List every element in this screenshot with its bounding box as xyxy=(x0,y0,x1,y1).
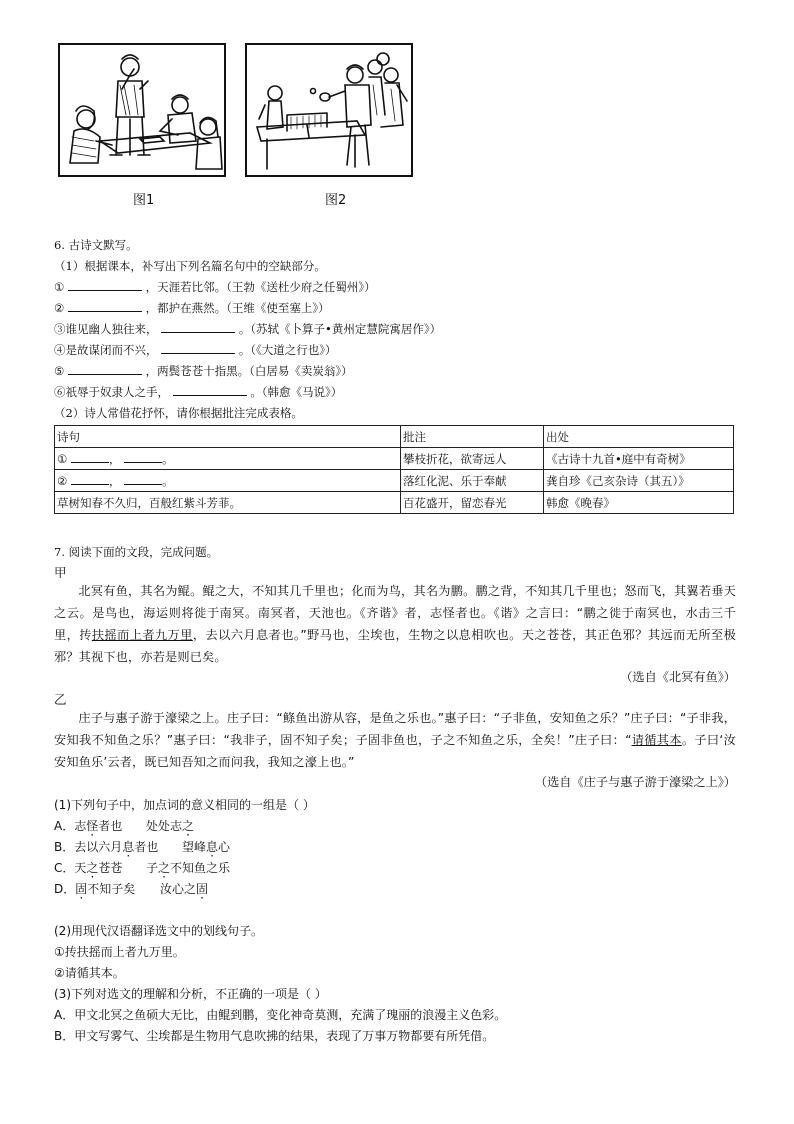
q7-sub3-title: (3)下列对选文的理解和分析，不正确的一项是（ ） xyxy=(54,987,327,1001)
source-cell: 《古诗十九首•庭中有奇树》 xyxy=(544,448,734,470)
passage-yi-source: （选自《庄子与惠子游于濠梁之上》） xyxy=(534,775,736,789)
table-tennis-illustration xyxy=(247,45,411,175)
item-suffix: ，两鬓苍苍十指黑。（白居易《卖炭翁》） xyxy=(145,364,353,378)
q7-title: 7. 阅读下面的文段，完成问题。 xyxy=(54,545,219,559)
table-row xyxy=(55,448,734,470)
answer-blank[interactable] xyxy=(124,451,162,463)
q7-sub1-option-d[interactable]: D．固不知子矣 汝心之固 xyxy=(54,882,209,896)
passage-yi: 庄子与惠子游于濠梁之上。庄子曰：“鲦鱼出游从容，是鱼之乐也。”惠子曰：“子非鱼，安知鱼之乐？”庄子曰：“子非我，安知我不知鱼之乐？”惠子曰：“我非子，固不知子矣；子固非鱼也，子之不知鱼之乐，全矣！”庄子曰：“请循其本。子曰‘汝安知鱼乐’云者，既已知吾知之而问我，我知之濠上也。” xyxy=(54,711,736,769)
q6-item-3 xyxy=(54,321,441,337)
figure-1-caption: 图1 xyxy=(133,193,155,208)
q7-sub2-item-2: ②请循其本。 xyxy=(54,966,125,980)
poem-table xyxy=(54,425,734,514)
item-suffix: ，天涯若比邻。（王勃《送杜少府之任蜀州》） xyxy=(145,280,376,294)
poem-cell: ② ， 。 xyxy=(55,470,401,492)
header-cell: 诗句 xyxy=(55,426,401,448)
item-prefix: ② xyxy=(54,301,65,315)
q7-sub1-option-a[interactable]: A．志怪者也 处处志之 xyxy=(54,819,195,833)
underlined-sentence-1: 扶摇而上者九万里 xyxy=(91,628,193,642)
source-cell: 龚自珍《己亥杂诗（其五）》 xyxy=(544,470,734,492)
passage-jia-source: （选自《北冥有鱼》） xyxy=(620,670,736,684)
q6-part2-title: （2）诗人常借花抒怀，请你根据批注完成表格。 xyxy=(54,406,303,420)
answer-blank[interactable] xyxy=(68,300,142,312)
answer-blank[interactable] xyxy=(173,384,247,396)
poem-cell: ① ， 。 xyxy=(55,448,401,470)
q6-item-4 xyxy=(54,342,337,358)
q7-sub2-item-1: ①抟扶摇而上者九万里。 xyxy=(54,945,185,959)
item-prefix: ⑥祇辱于奴隶人之手， xyxy=(54,385,169,399)
q6-item-6 xyxy=(54,384,342,400)
classroom-illustration xyxy=(60,45,224,175)
header-cell: 出处 xyxy=(544,426,734,448)
item-prefix: ③谁见幽人独往来， xyxy=(54,322,158,336)
note-cell: 百花盛开，留恋春光 xyxy=(401,492,544,514)
table-row xyxy=(55,492,734,514)
item-suffix: ，都护在燕然。（王维《使至塞上》） xyxy=(145,301,330,315)
table-row xyxy=(55,470,734,492)
answer-blank[interactable] xyxy=(161,321,235,333)
answer-blank[interactable] xyxy=(71,451,109,463)
note-cell: 落红化泥、乐于奉献 xyxy=(401,470,544,492)
poem-cell: 草树知春不久归，百般红紫斗芳菲。 xyxy=(55,492,401,514)
item-suffix: 。（韩愈《马说》） xyxy=(250,385,343,399)
q7-sub1-option-b[interactable]: B．去以六月息者也 望峰息心 xyxy=(54,840,231,854)
q7-sub3-option-a[interactable]: A．甲文北冥之鱼硕大无比，由鲲到鹏，变化神奇莫测，充满了瑰丽的浪漫主义色彩。 xyxy=(54,1008,507,1022)
figure-2-caption: 图2 xyxy=(325,193,347,208)
item-suffix: 。（《大道之行也》） xyxy=(238,343,337,357)
answer-blank[interactable] xyxy=(124,473,162,485)
q7-sub1-title: (1)下列句子中，加点词的意义相同的一组是（ ） xyxy=(54,798,315,812)
q6-item-5 xyxy=(54,363,353,379)
item-prefix: ① xyxy=(54,280,65,294)
passage-jia-label: 甲 xyxy=(54,565,67,580)
passage-jia: 北冥有鱼，其名为鲲。鲲之大，不知其几千里也；化而为鸟，其名为鹏。鹏之背，不知其几千里也；怒而飞，其翼若垂天之云。是鸟也，海运则将徙于南冥。南冥者，天池也。《齐谐》者，志怪者也。《谐》之言曰：“鹏之徙于南冥也，水击三千里，抟扶摇而上者九万里，去以六月息者也。”野马也，尘埃也，生物之以息相吹也。天之苍苍，其正色邪？其远而无所至极邪？其视下也，亦若是则已矣。 xyxy=(54,584,736,664)
q7-sub2-title: (2)用现代汉语翻译选文中的划线句子。 xyxy=(54,924,263,938)
q6-title: 6. 古诗文默写。 xyxy=(54,238,138,252)
table-header-row xyxy=(55,426,734,448)
source-cell: 韩愈《晚春》 xyxy=(544,492,734,514)
figure-2 xyxy=(245,43,413,177)
answer-blank[interactable] xyxy=(68,363,142,375)
answer-blank[interactable] xyxy=(68,279,142,291)
passage-yi-label: 乙 xyxy=(54,692,67,707)
answer-blank[interactable] xyxy=(161,342,235,354)
q6-item-2 xyxy=(54,300,330,316)
note-cell: 攀枝折花，欲寄远人 xyxy=(401,448,544,470)
header-cell: 批注 xyxy=(401,426,544,448)
figure-1 xyxy=(58,43,226,177)
item-prefix: ④是故谋闭而不兴， xyxy=(54,343,158,357)
item-suffix: 。（苏轼《卜算子•黄州定慧院寓居作》） xyxy=(238,322,442,336)
q7-sub3-option-b[interactable]: B．甲文写雾气、尘埃都是生物用气息吹拂的结果，表现了万事万物都要有所凭借。 xyxy=(54,1029,495,1043)
answer-blank[interactable] xyxy=(71,473,109,485)
q6-item-1 xyxy=(54,279,376,295)
q7-sub1-option-c[interactable]: C．天之苍苍 子之不知鱼之乐 xyxy=(54,861,231,875)
underlined-sentence-2: 请循其本 xyxy=(631,733,682,747)
q6-part1-title: （1）根据课本，补写出下列名篇名句中的空缺部分。 xyxy=(54,259,326,273)
item-prefix: ⑤ xyxy=(54,364,65,378)
